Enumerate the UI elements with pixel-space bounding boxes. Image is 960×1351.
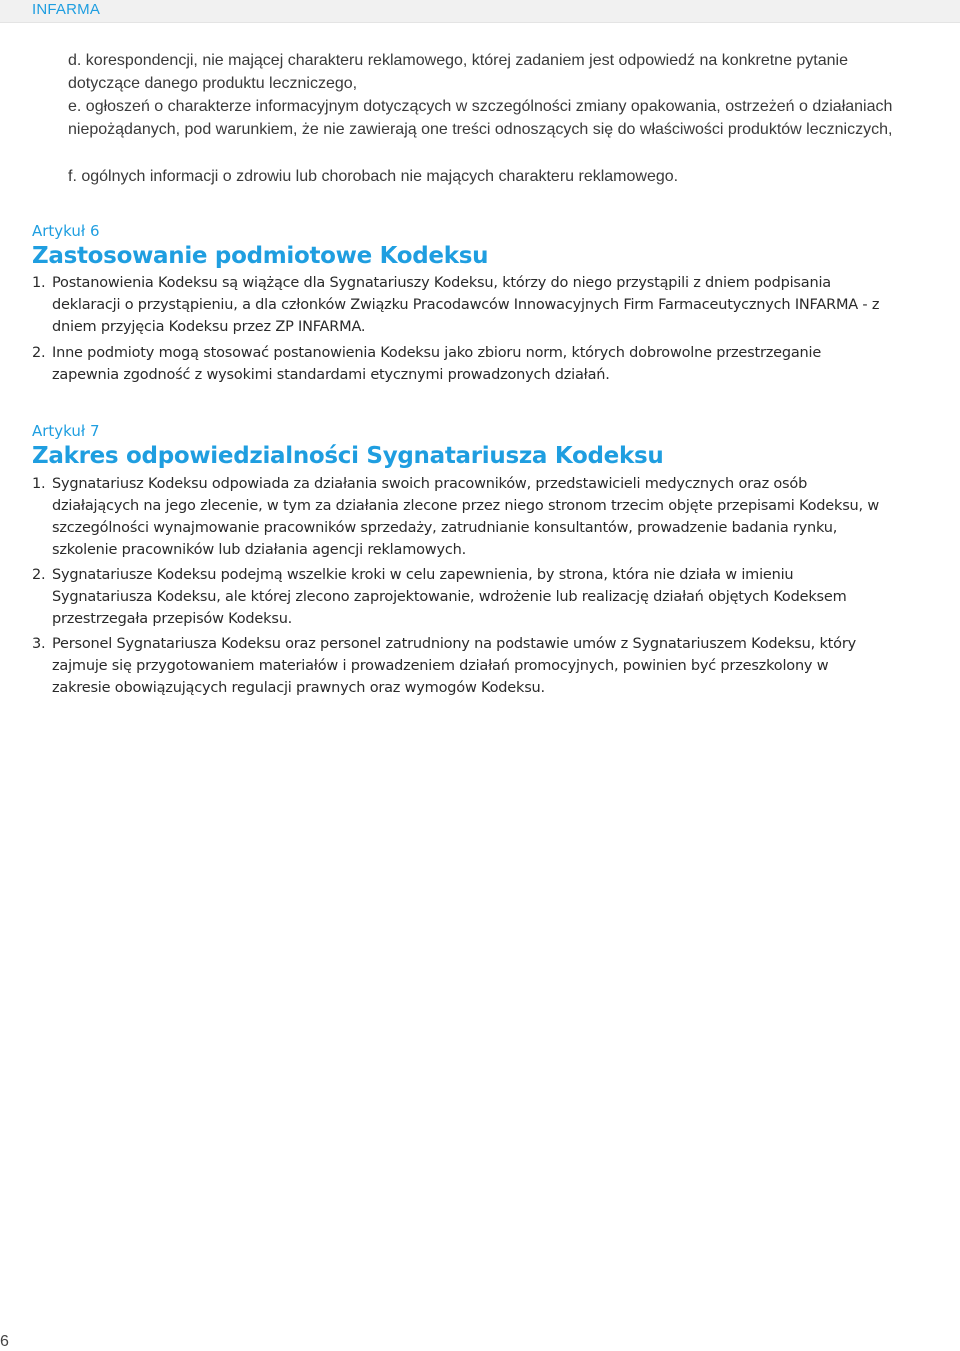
article-6-title: Zastosowanie podmiotowe Kodeksu	[32, 243, 489, 269]
header-label: INFARMA	[32, 1, 101, 18]
list-item-f	[68, 165, 923, 188]
list-text: ogólnych informacji o zdrowiu lub chorobach nie mających charakteru reklamowego.	[81, 168, 679, 185]
article-7-item-3	[32, 633, 890, 699]
list-item-d	[68, 49, 923, 95]
item-marker: 1.	[32, 275, 46, 291]
item-marker: 1.	[32, 476, 46, 492]
article-7-item-2	[32, 564, 890, 630]
item-text: Sygnatariusze Kodeksu podejmą wszelkie kroki w celu zapewnienia, by strona, która nie działa w imieniu Sygnatariusza Kodeksu, ale której zlecono zaprojektowanie, wdrożenie lub realizację działań objętych Kodeksem przestrzegała przepisów Kodeksu.	[52, 567, 847, 627]
list-marker: f.	[68, 168, 77, 185]
item-marker: 3.	[32, 636, 46, 652]
article-6-item-1	[32, 272, 890, 338]
article-7-title: Zakres odpowiedzialności Sygnatariusza Kodeksu	[32, 443, 664, 469]
item-text: Inne podmioty mogą stosować postanowienia Kodeksu jako zbioru norm, których dobrowolne przestrzeganie zapewnia zgodność z wysokimi standardami etycznymi prowadzonych działań.	[52, 345, 822, 383]
article-7-item-1	[32, 473, 890, 561]
list-text: ogłoszeń o charakterze informacyjnym dotyczących w szczególności zmiany opakowania, ostrzeżeń o działaniach niepożądanych, pod warunkiem, że nie zawierają one treści odnoszących się do właściwości produktów leczniczych,	[68, 98, 893, 138]
list-marker: d.	[68, 52, 82, 69]
page-header-bar	[0, 0, 960, 23]
item-text: Sygnatariusz Kodeksu odpowiada za działania swoich pracowników, przedstawicieli medycznych oraz osób działających na jego zlecenie, w tym za działania zlecone przez niego stronom trzecim objęte przepisami Kodeksu, w szczególności wynajmowanie pracowników sprzedaży, zatrudnianie konsultantów, prowadzenie badania rynku, szkolenie pracowników lub działania agencji reklamowych.	[52, 476, 880, 558]
article-6-label: Artykuł 6	[32, 222, 100, 240]
item-marker: 2.	[32, 567, 46, 583]
item-marker: 2.	[32, 345, 46, 361]
list-text: korespondencji, nie mającej charakteru reklamowego, której zadaniem jest odpowiedź na konkretne pytanie dotyczące danego produktu leczniczego,	[68, 52, 848, 92]
article-7-label: Artykuł 7	[32, 422, 100, 440]
item-text: Personel Sygnatariusza Kodeksu oraz personel zatrudniony na podstawie umów z Sygnatariuszem Kodeksu, który zajmuje się przygotowaniem materiałów i prowadzeniem działań promocyjnych, powinien być przeszkolony w zakresie obowiązujących regulacji prawnych oraz wymogów Kodeksu.	[52, 636, 856, 696]
article-6-item-2	[32, 342, 890, 386]
list-item-e	[68, 95, 898, 141]
page-number: 6	[0, 1333, 9, 1350]
list-marker: e.	[68, 98, 82, 115]
item-text: Postanowienia Kodeksu są wiążące dla Sygnatariuszy Kodeksu, którzy do niego przystąpili z dniem podpisania deklaracji o przystąpieniu, a dla członków Związku Pracodawców Innowacyjnych Firm Farmaceutycznych INFARMA - z dniem przyjęcia Kodeksu przez ZP INFARMA.	[52, 275, 880, 335]
